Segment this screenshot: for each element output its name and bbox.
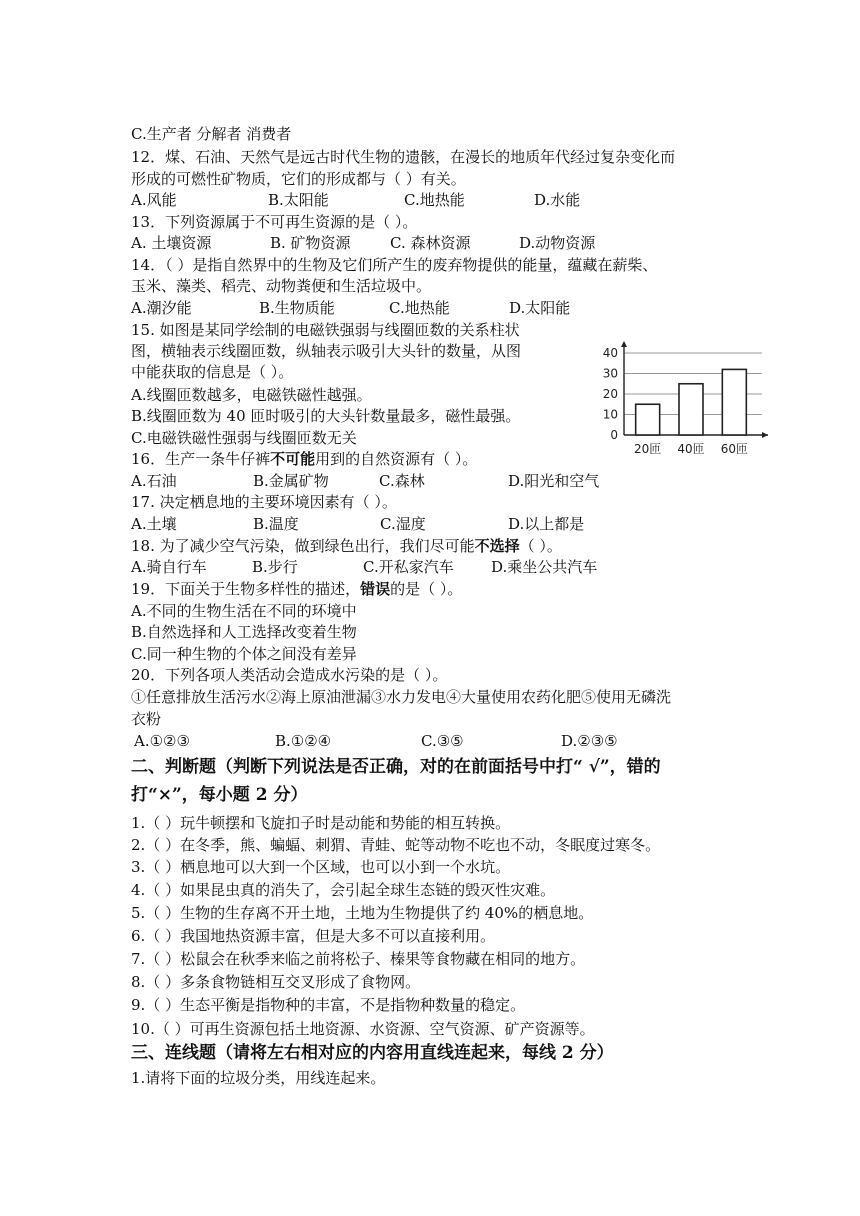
- q20-items-line1: ①任意排放生活污水②海上原油泄漏③水力发电④大量使用农药化肥⑤使用无磷洗: [131, 688, 672, 706]
- q13-option-a[interactable]: A. 土壤资源: [131, 234, 212, 252]
- q18-stem-pre: 18. 为了减少空气污染，做到绿色出行，我们尽可能: [131, 537, 475, 555]
- q16-stem-post: 用到的自然资源有（ ）。: [315, 450, 478, 468]
- q17-stem: 17. 决定栖息地的主要环境因素有（ ）。: [131, 493, 397, 511]
- q18-options: [131, 557, 597, 577]
- q20-option-a[interactable]: A.①②③: [134, 732, 190, 750]
- q16-option-d[interactable]: D.阳光和空气: [508, 472, 600, 490]
- judge-item-7[interactable]: 7.（ ）松鼠会在秋季来临之前将松子、榛果等食物藏在相同的地方。: [131, 950, 586, 968]
- bar: [679, 384, 703, 435]
- q15-option-c[interactable]: C.电磁铁磁性强弱与线圈匝数无关: [131, 429, 357, 447]
- q18-option-a[interactable]: A.骑自行车: [131, 558, 207, 576]
- q12-stem-line2: 形成的可燃性矿物质，它们的形成都与（ ）有关。: [131, 170, 466, 188]
- q14-option-d[interactable]: D.太阳能: [509, 299, 571, 317]
- bar: [636, 404, 660, 435]
- q20-option-b[interactable]: B.①②④: [275, 732, 332, 750]
- judge-item-2[interactable]: 2.（ ）在冬季，熊、蝙蝠、刺猬、青蛙、蛇等动物不吃也不动，冬眠度过寒冬。: [131, 836, 661, 854]
- q16-option-c[interactable]: C.森林: [379, 472, 425, 490]
- q17-option-a[interactable]: A.土壤: [131, 515, 177, 533]
- q19-stem: [131, 579, 462, 599]
- q15-option-a[interactable]: A.线圈匝数越多，电磁铁磁性越强。: [131, 386, 372, 404]
- q13-stem: 13．下列资源属于不可再生资源的是（ ）。: [131, 213, 418, 231]
- judge-item-1[interactable]: 1.（ ）玩牛顿摆和飞旋扣子时是动能和势能的相互转换。: [131, 814, 511, 832]
- q19-stem-emphasis: 错误: [360, 580, 391, 598]
- q19-option-a[interactable]: A.不同的生物生活在不同的环境中: [131, 602, 357, 620]
- judge-item-4[interactable]: 4.（ ）如果昆虫真的消失了，会引起全球生态链的毁灭性灾难。: [131, 881, 556, 899]
- x-tick-label: 60匝: [720, 442, 748, 456]
- y-tick-label: 40: [602, 346, 618, 360]
- coil-turns-bar-chart: [590, 337, 780, 465]
- q20-options: [134, 731, 618, 751]
- q15-stem-line3: 中能获取的信息是（ ）。: [131, 363, 294, 381]
- q14-option-a[interactable]: A.潮汐能: [131, 299, 192, 317]
- judge-item-6[interactable]: 6.（ ）我国地热资源丰富，但是大多不可以直接利用。: [131, 927, 496, 945]
- q16-option-b[interactable]: B.金属矿物: [253, 472, 329, 490]
- q15-stem-line2: 图，横轴表示线圈匝数，纵轴表示吸引大头针的数量，从图: [131, 342, 522, 360]
- judge-item-5[interactable]: 5.（ ）生物的生存离不开土地，土地为生物提供了约 40%的栖息地。: [131, 904, 594, 922]
- y-axis-arrow-icon: [621, 341, 627, 347]
- q18-option-d[interactable]: D.乘坐公共汽车: [491, 558, 598, 576]
- q16-stem: [131, 449, 477, 469]
- q13-option-c[interactable]: C. 森林资源: [390, 234, 471, 252]
- q17-option-c[interactable]: C.湿度: [380, 515, 426, 533]
- q14-stem-line2: 玉米、藻类、稻壳、动物粪便和生活垃圾中。: [131, 277, 432, 295]
- x-tick-label: 20匝: [634, 442, 662, 456]
- q16-options: [131, 471, 599, 491]
- q18-option-b[interactable]: B.步行: [252, 558, 298, 576]
- judge-item-8[interactable]: 8.（ ）多条食物链相互交叉形成了食物网。: [131, 973, 421, 991]
- q13-options: [131, 233, 595, 253]
- q19-option-b[interactable]: B.自然选择和人工选择改变着生物: [131, 623, 357, 641]
- q12-stem-line1: 12．煤、石油、天然气是远古时代生物的遗骸，在漫长的地质年代经过复杂变化而: [131, 148, 676, 166]
- q13-option-d[interactable]: D.动物资源: [519, 234, 596, 252]
- q19-stem-post: 的是（ ）。: [390, 580, 463, 598]
- y-tick-label: 0: [610, 428, 618, 442]
- q14-option-c[interactable]: C.地热能: [389, 299, 450, 317]
- q16-stem-emphasis: 不可能: [270, 450, 316, 468]
- q20-items-line2: 衣粉: [131, 710, 162, 728]
- judge-item-9[interactable]: 9.（ ）生态平衡是指物种的丰富，不是指物种数量的稳定。: [131, 996, 526, 1014]
- x-axis-arrow-icon: [762, 432, 768, 438]
- q18-stem: [131, 536, 562, 556]
- q16-option-a[interactable]: A.石油: [131, 472, 177, 490]
- q19-option-c[interactable]: C.同一种生物的个体之间没有差异: [131, 645, 357, 663]
- q20-option-c[interactable]: C.③⑤: [421, 732, 464, 750]
- q20-stem: 20．下列各项人类活动会造成水污染的是（ ）。: [131, 666, 448, 684]
- q15-stem-line1: 15. 如图是某同学绘制的电磁铁强弱与线圈匝数的关系柱状: [131, 321, 520, 339]
- q13-option-b[interactable]: B. 矿物资源: [270, 234, 351, 252]
- q17-options: [131, 514, 584, 534]
- q18-stem-emphasis: 不选择: [474, 537, 520, 555]
- y-tick-label: 10: [602, 407, 618, 422]
- q12-options: [131, 190, 580, 210]
- q19-stem-pre: 19．下面关于生物多样性的描述，: [131, 580, 361, 598]
- section3-item-1: 1.请将下面的垃圾分类，用线连起来。: [131, 1069, 386, 1087]
- section2-title-line1: 二、判断题（判断下列说法是否正确，对的在前面括号中打“ √”，错的: [131, 757, 661, 777]
- judge-item-10[interactable]: 10.（ ）可再生资源包括土地资源、水资源、空气资源、矿产资源等。: [131, 1020, 595, 1038]
- q18-stem-post: （ ）。: [519, 537, 562, 555]
- q17-option-b[interactable]: B.温度: [253, 515, 299, 533]
- q16-stem-pre: 16．生产一条牛仔裤: [131, 450, 271, 468]
- section2-title-line2: 打“×”，每小题 2 分）: [131, 785, 308, 805]
- q12-option-c[interactable]: C.地热能: [404, 191, 465, 209]
- q12-option-a[interactable]: A.风能: [131, 191, 177, 209]
- q12-option-b[interactable]: B.太阳能: [268, 191, 329, 209]
- q15-option-b[interactable]: B.线圈匝数为 40 匝时吸引的大头针数量最多，磁性最强。: [131, 407, 521, 425]
- section3-title: 三、连线题（请将左右相对应的内容用直线连起来，每线 2 分）: [131, 1043, 614, 1063]
- q20-option-d[interactable]: D.②③⑤: [561, 732, 618, 750]
- bar: [722, 369, 746, 435]
- judge-item-3[interactable]: 3.（ ）栖息地可以大到一个区域，也可以小到一个水坑。: [131, 858, 511, 876]
- x-tick-label: 40匝: [677, 442, 705, 456]
- q17-option-d[interactable]: D.以上都是: [508, 515, 585, 533]
- q14-option-b[interactable]: B.生物质能: [259, 299, 335, 317]
- q12-option-d[interactable]: D.水能: [534, 191, 581, 209]
- y-tick-label: 20: [602, 387, 618, 401]
- q14-stem-line1: 14．（ ）是指自然界中的生物及它们所产生的废弃物提供的能量，蕴藏在薪柴、: [131, 256, 658, 274]
- q18-option-c[interactable]: C.开私家汽车: [363, 558, 454, 576]
- q11-option-c: C.生产者 分解者 消费者: [131, 125, 292, 143]
- y-tick-label: 30: [602, 366, 618, 381]
- q14-options: [131, 298, 570, 318]
